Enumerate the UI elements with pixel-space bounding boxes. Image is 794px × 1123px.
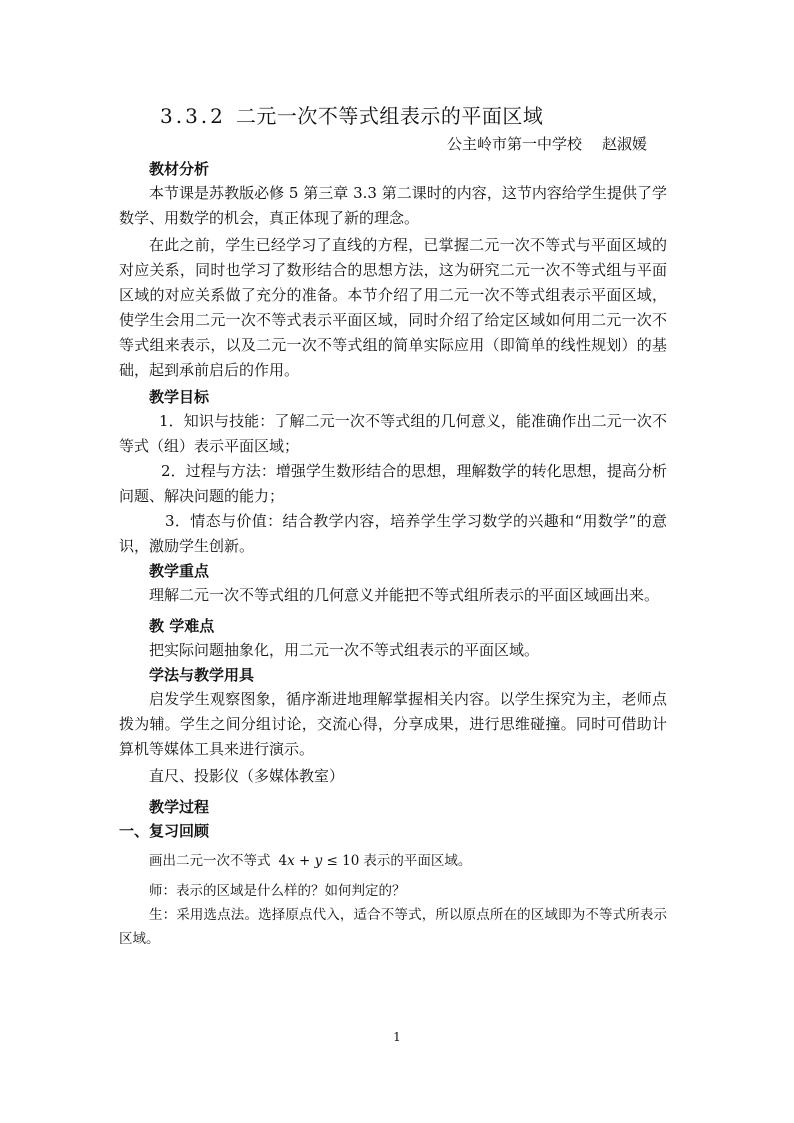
student-answer: 生：采用选点法。选择原点代入，适合不等式，所以原点所在的区域即为不等式所表示区域。 — [119, 907, 667, 947]
heading-goals: 教学目标 — [149, 388, 210, 406]
goal-3: 3．情态与价值：结合教学内容，培养学生学习数学的兴趣和“用数学”的意识，激励学生创新。 — [119, 512, 667, 555]
inequality-formula: 4x + y ≤ 10 — [278, 853, 360, 869]
page-number: 1 — [393, 1030, 401, 1044]
page-content — [119, 101, 667, 951]
analysis-paragraph-1: 本节课是苏教版必修 5 第三章 3.3 第二课时的内容，这节内容给学生提供了学数学、用数学的机会，真正体现了新的理念。 — [119, 184, 667, 227]
keypoint-text: 理解二元一次不等式组的几何意义并能把不等式组所表示的平面区域画出来。 — [149, 586, 660, 604]
heading-review: 一、复习回顾 — [119, 822, 210, 840]
analysis-paragraph-2: 在此之前，学生已经学习了直线的方程，已掌握二元一次不等式与平面区域的对应关系，同时也学习了数形结合的思想方法，这为研究二元一次不等式组与平面区域的对应关系做了充分的准备。本节介绍了用二元一次不等式组表示平面区域，使学生会用二元一次不等式表示平面区域，同时介绍了给定区域如何用二元一次不等式组来表示，以及二元一次不等式组的简单实际应用（即简单的线性规划）的基础，起到承前启后的作用。 — [119, 236, 667, 379]
heading-keypoint: 教学重点 — [149, 562, 210, 580]
task-before: 画出二元一次不等式 — [149, 853, 271, 869]
heading-methods: 学法与教学用具 — [149, 666, 255, 684]
review-task — [119, 849, 667, 873]
teacher-question: 师：表示的区域是什么样的？如何判定的？ — [149, 883, 406, 899]
goal-2: 2．过程与方法：增强学生数形结合的思想，理解数学的转化思想，提高分析问题、解决问题的能力； — [119, 462, 667, 505]
methods-paragraph-1: 启发学生观察图象，循序渐进地理解掌握相关内容。以学生探究为主，老师点拨为辅。学生之间分组讨论，交流心得，分享成果，进行思维碰撞。同时可借助计算机等媒体工具来进行演示。 — [119, 690, 667, 758]
task-after: 表示的平面区域。 — [363, 853, 472, 869]
author-name: 赵淑媛 — [601, 135, 647, 153]
page-title — [160, 101, 667, 131]
title-text: 二元一次不等式组表示的平面区域 — [235, 104, 544, 128]
author-line — [119, 131, 667, 157]
heading-difficulty: 教 学难点 — [149, 617, 215, 635]
section-number: 3.3.2 — [160, 104, 226, 128]
goal-1: 1．知识与技能：了解二元一次不等式组的几何意义，能准确作出二元一次不等式（组）表示平面区域； — [119, 412, 667, 455]
heading-process: 教学过程 — [149, 798, 210, 816]
school-name: 公主岭市第一中学校 — [446, 135, 582, 153]
heading-analysis: 教材分析 — [149, 160, 210, 178]
difficulty-text: 把实际问题抽象化，用二元一次不等式组表示的平面区域。 — [149, 641, 540, 659]
methods-paragraph-2: 直尺、投影仪（多媒体教室） — [149, 767, 345, 785]
